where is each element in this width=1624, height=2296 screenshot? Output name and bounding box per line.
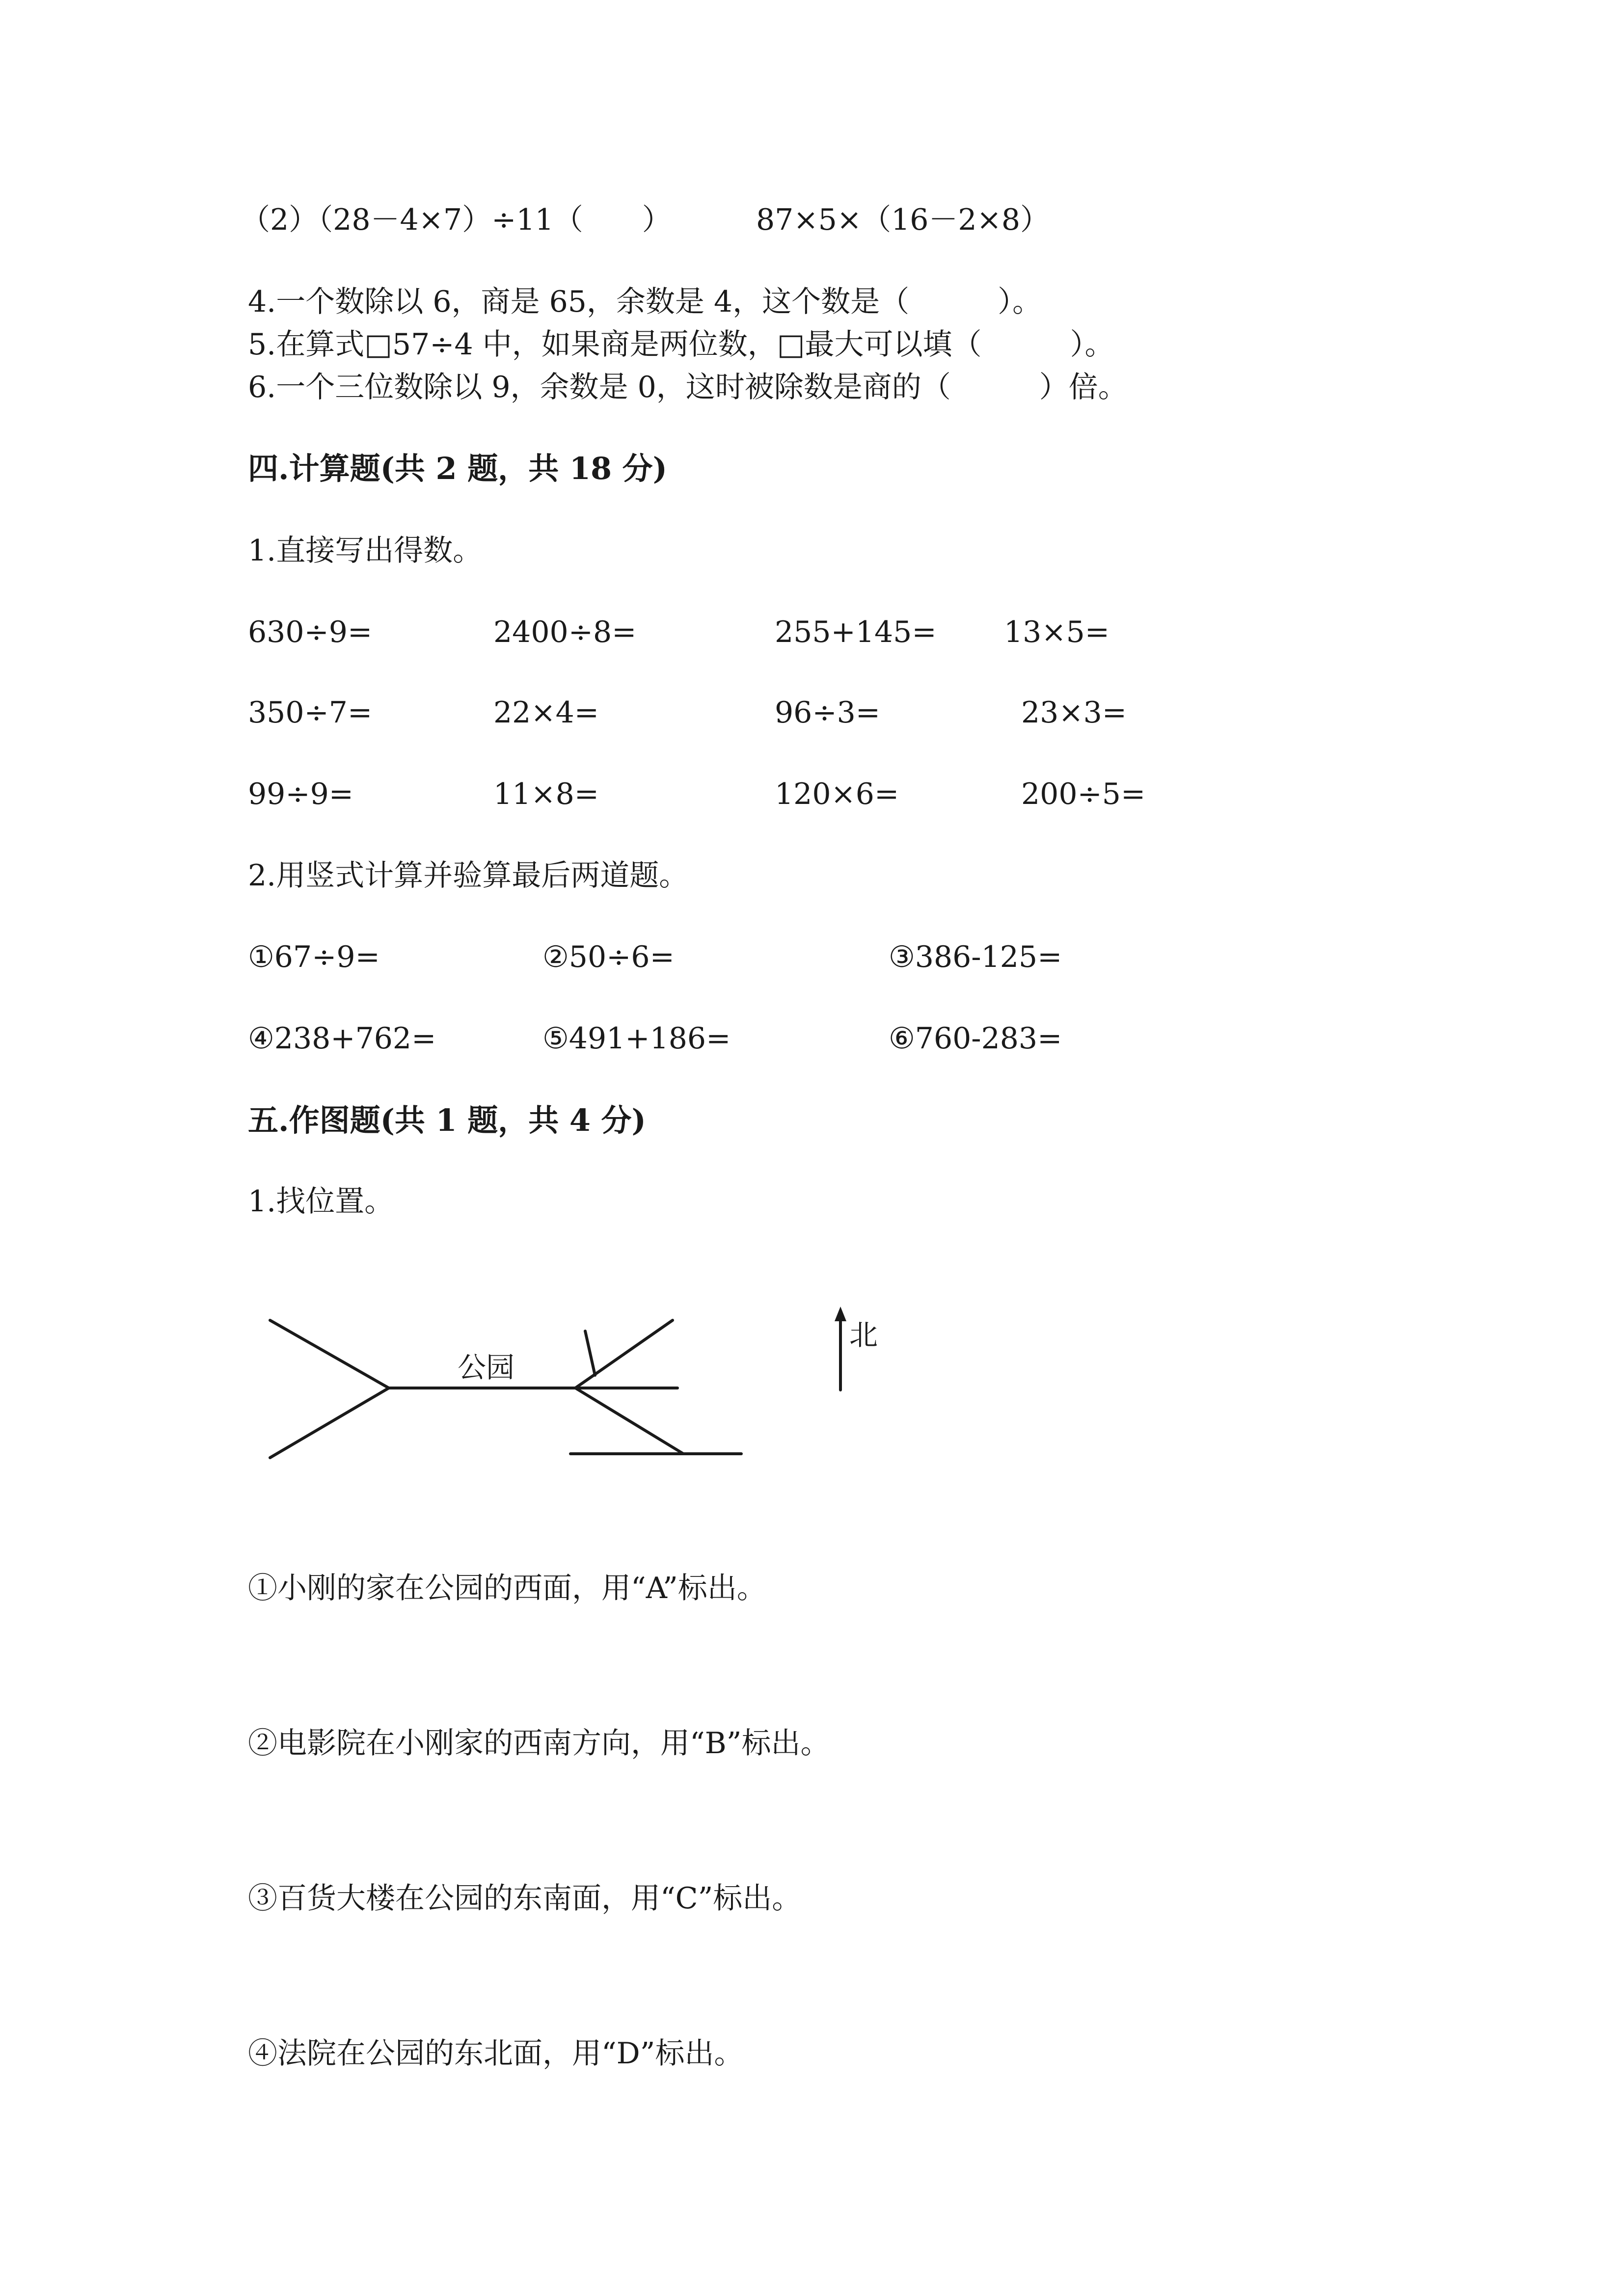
calc-question-1-label: 1.直接写出得数。 — [248, 534, 483, 568]
vertical-calc-item: ⑤491+186= — [542, 1021, 731, 1056]
vertical-calc-item: ④238+762= — [248, 1021, 436, 1056]
calc-item: 22×4= — [493, 695, 599, 730]
north-label: 北 — [849, 1318, 878, 1352]
continued-expression-a: （2）（28－4×7）÷11（ ） — [241, 203, 672, 237]
calc-item: 11×8= — [493, 777, 599, 811]
calc-item: 23×3= — [1021, 695, 1127, 730]
calc-item: 630÷9= — [248, 615, 373, 649]
fill-in-question-5: 5.在算式□57÷4 中，如果商是两位数，□最大可以填（ ）。 — [248, 327, 1114, 362]
vertical-calc-item: ①67÷9= — [248, 940, 380, 974]
map-task-b: ②电影院在小刚家的西南方向，用“B”标出。 — [248, 1726, 830, 1761]
drawing-question-1-label: 1.找位置。 — [248, 1184, 394, 1219]
calc-item: 255+145= — [775, 615, 937, 649]
section-4-title: 四.计算题(共 2 题，共 18 分) — [248, 451, 668, 486]
park-label: 公园 — [458, 1351, 515, 1384]
vertical-calc-item: ②50÷6= — [542, 940, 675, 974]
map-road — [270, 1388, 389, 1458]
calc-item: 99÷9= — [248, 777, 354, 811]
calc-item: 120×6= — [775, 777, 899, 811]
map-road — [270, 1320, 389, 1388]
map-task-d: ④法院在公园的东北面，用“D”标出。 — [248, 2036, 744, 2071]
vertical-calc-item: ③386-125= — [889, 940, 1062, 974]
map-task-a: ①小刚的家在公园的西面，用“A”标出。 — [248, 1571, 766, 1605]
calc-question-2-label: 2.用竖式计算并验算最后两道题。 — [248, 858, 689, 893]
fill-in-question-6: 6.一个三位数除以 9，余数是 0，这时被除数是商的（ ）倍。 — [248, 370, 1128, 404]
calc-item: 2400÷8= — [493, 615, 637, 649]
map-road — [585, 1331, 595, 1375]
park-location-map — [245, 1286, 933, 1472]
calc-item: 96÷3= — [775, 695, 881, 730]
calc-item: 350÷7= — [248, 695, 373, 730]
calc-item: 13×5= — [1004, 615, 1110, 649]
section-5-title: 五.作图题(共 1 题，共 4 分) — [248, 1102, 646, 1138]
north-arrow-head — [835, 1307, 846, 1321]
map-road — [575, 1388, 683, 1454]
vertical-calc-item: ⑥760-283= — [889, 1021, 1062, 1056]
map-task-c: ③百货大楼在公园的东南面，用“C”标出。 — [248, 1881, 802, 1916]
calc-item: 200÷5= — [1021, 777, 1146, 811]
fill-in-question-4: 4.一个数除以 6，商是 65，余数是 4，这个数是（ ）。 — [248, 285, 1042, 319]
continued-expression-b: 87×5×（16－2×8） — [756, 203, 1050, 237]
